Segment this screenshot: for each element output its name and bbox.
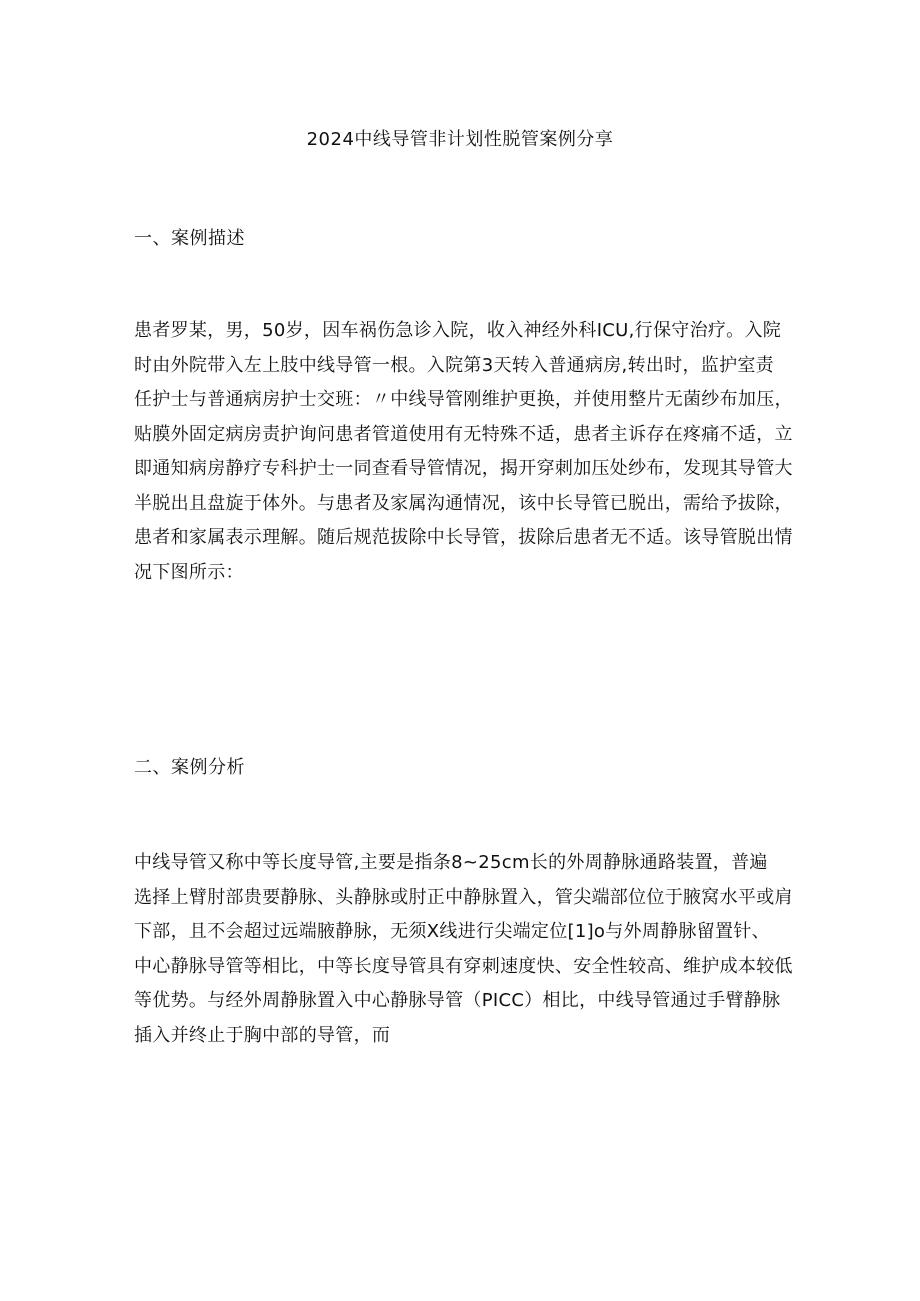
case-description-paragraph xyxy=(134,314,814,590)
section-heading-case-description: 一、案例描述 xyxy=(134,228,245,249)
paragraph-line: 中线导管又称中等长度导管,主要是指条8~25cm长的外周静脉通路装置，普遍 xyxy=(134,852,768,873)
paragraph-line: 况下图所示： xyxy=(134,561,244,583)
paragraph-line: 贴膜外固定病房责护询问患者管道使用有无特殊不适，患者主诉存在疼痛不适，立 xyxy=(134,423,793,445)
paragraph-line: 等优势。与经外周静脉置入中心静脉导管（PICC）相比，中线导管通过手臂静脉 xyxy=(134,990,781,1011)
paragraph-line: 半脱出且盘旋于体外。与患者及家属沟通情况，该中长导管已脱出，需给予拔除， xyxy=(134,492,793,514)
paragraph-line: 选择上臂肘部贵要静脉、头静脉或肘正中静脉置入，管尖端部位位于腋窝水平或肩 xyxy=(134,886,793,908)
paragraph-line: 患者罗某，男，50岁，因车祸伤急诊入院，收入神经外科ICU,行保守治疗。入院 xyxy=(134,320,782,341)
section-heading-case-analysis: 二、案例分析 xyxy=(134,757,245,778)
paragraph-line: 下部，且不会超过远端腋静脉，无须X线进行尖端定位[1]o与外周静脉留置针、 xyxy=(134,921,770,942)
document-title: 2024中线导管非计划性脱管案例分享 xyxy=(306,129,614,150)
paragraph-line: 任护士与普通病房护士交班：〃中线导管刚维护更换，并使用整片无菌纱布加压， xyxy=(134,389,793,410)
paragraph-line: 中心静脉导管等相比，中等长度导管具有穿刺速度快、安全性较高、维护成本较低 xyxy=(134,955,793,977)
paragraph-line: 患者和家属表示理解。随后规范拔除中长导管，拔除后患者无不适。该导管脱出情 xyxy=(134,527,793,548)
paragraph-line: 插入并终止于胸中部的导管，而 xyxy=(134,1024,391,1046)
paragraph-line: 即通知病房静疗专科护士一同查看导管情况，揭开穿刺加压处纱布，发现其导管大 xyxy=(134,458,793,479)
paragraph-line: 时由外院带入左上肢中线导管一根。入院第3天转入普通病房,转出时，监护室责 xyxy=(134,354,774,376)
case-analysis-paragraph xyxy=(134,846,814,1053)
